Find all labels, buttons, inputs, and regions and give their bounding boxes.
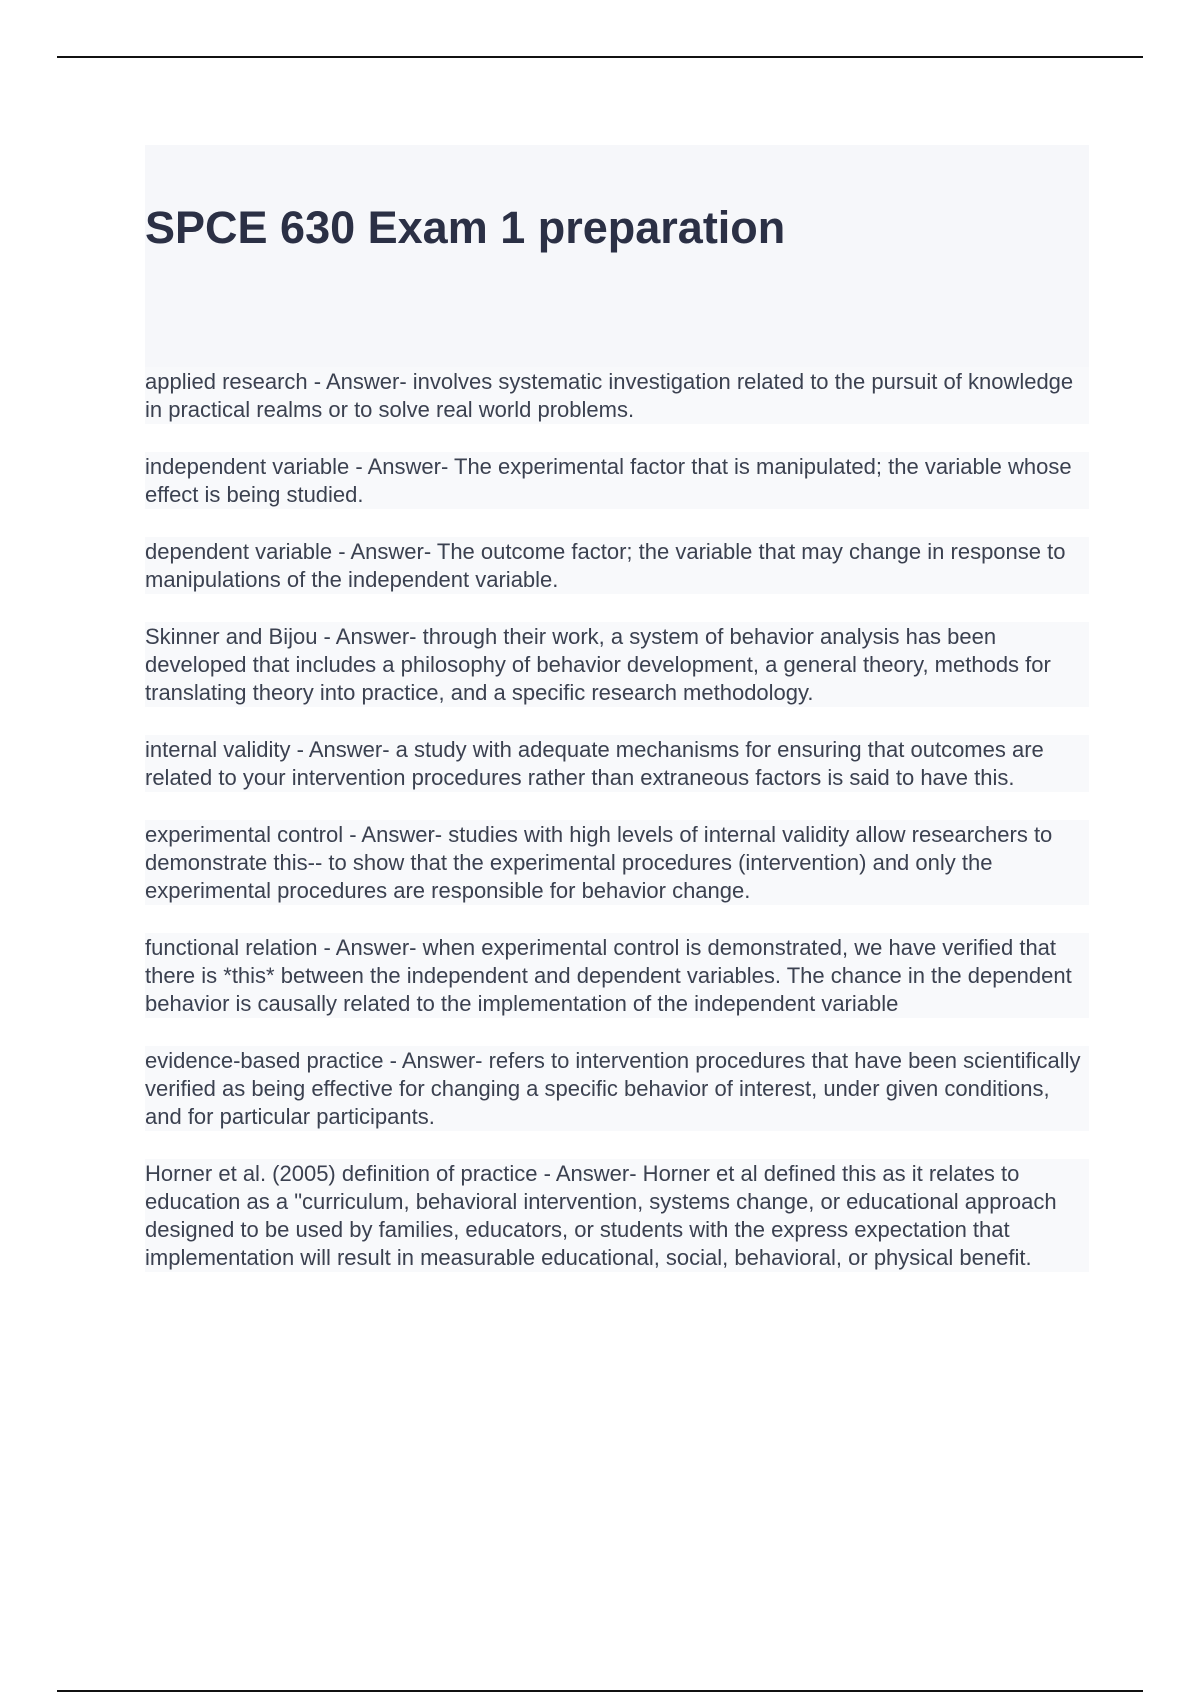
qa-entry-functional-relation: functional relation - Answer- when experimental control is demonstrated, we have verified that there is *this* between the independent and dependent variables. The chance in the dependent behavior is causally related to the implementation of the independent variable xyxy=(145,933,1089,1018)
top-rule xyxy=(57,56,1143,58)
qa-list xyxy=(145,367,1089,1272)
qa-entry-evidence-based-practice: evidence-based practice - Answer- refers to intervention procedures that have been scientifically verified as being effective for changing a specific behavior of interest, under given conditions, and for particular participants. xyxy=(145,1046,1089,1131)
bottom-rule xyxy=(57,1690,1143,1692)
qa-entry-internal-validity: internal validity - Answer- a study with adequate mechanisms for ensuring that outcomes are related to your intervention procedures rather than extraneous factors is said to have this. xyxy=(145,735,1089,792)
qa-entry-skinner-and-bijou: Skinner and Bijou - Answer- through their work, a system of behavior analysis has been developed that includes a philosophy of behavior development, a general theory, methods for translating theory into practice, and a specific research methodology. xyxy=(145,622,1089,707)
qa-entry-independent-variable: independent variable - Answer- The experimental factor that is manipulated; the variable whose effect is being studied. xyxy=(145,452,1089,509)
qa-entry-horner-definition: Horner et al. (2005) definition of practice - Answer- Horner et al defined this as it relates to education as a "curriculum, behavioral intervention, systems change, or educational approach designed to be used by families, educators, or students with the express expectation that implementation will result in measurable educational, social, behavioral, or physical benefit. xyxy=(145,1159,1089,1272)
qa-entry-dependent-variable: dependent variable - Answer- The outcome factor; the variable that may change in response to manipulations of the independent variable. xyxy=(145,537,1089,594)
qa-entry-applied-research: applied research - Answer- involves systematic investigation related to the pursuit of knowledge in practical realms or to solve real world problems. xyxy=(145,367,1089,424)
qa-entry-experimental-control: experimental control - Answer- studies with high levels of internal validity allow researchers to demonstrate this-- to show that the experimental procedures (intervention) and only the experimental procedures are responsible for behavior change. xyxy=(145,820,1089,905)
document-title: SPCE 630 Exam 1 preparation xyxy=(145,202,786,253)
title-block xyxy=(145,145,1089,368)
